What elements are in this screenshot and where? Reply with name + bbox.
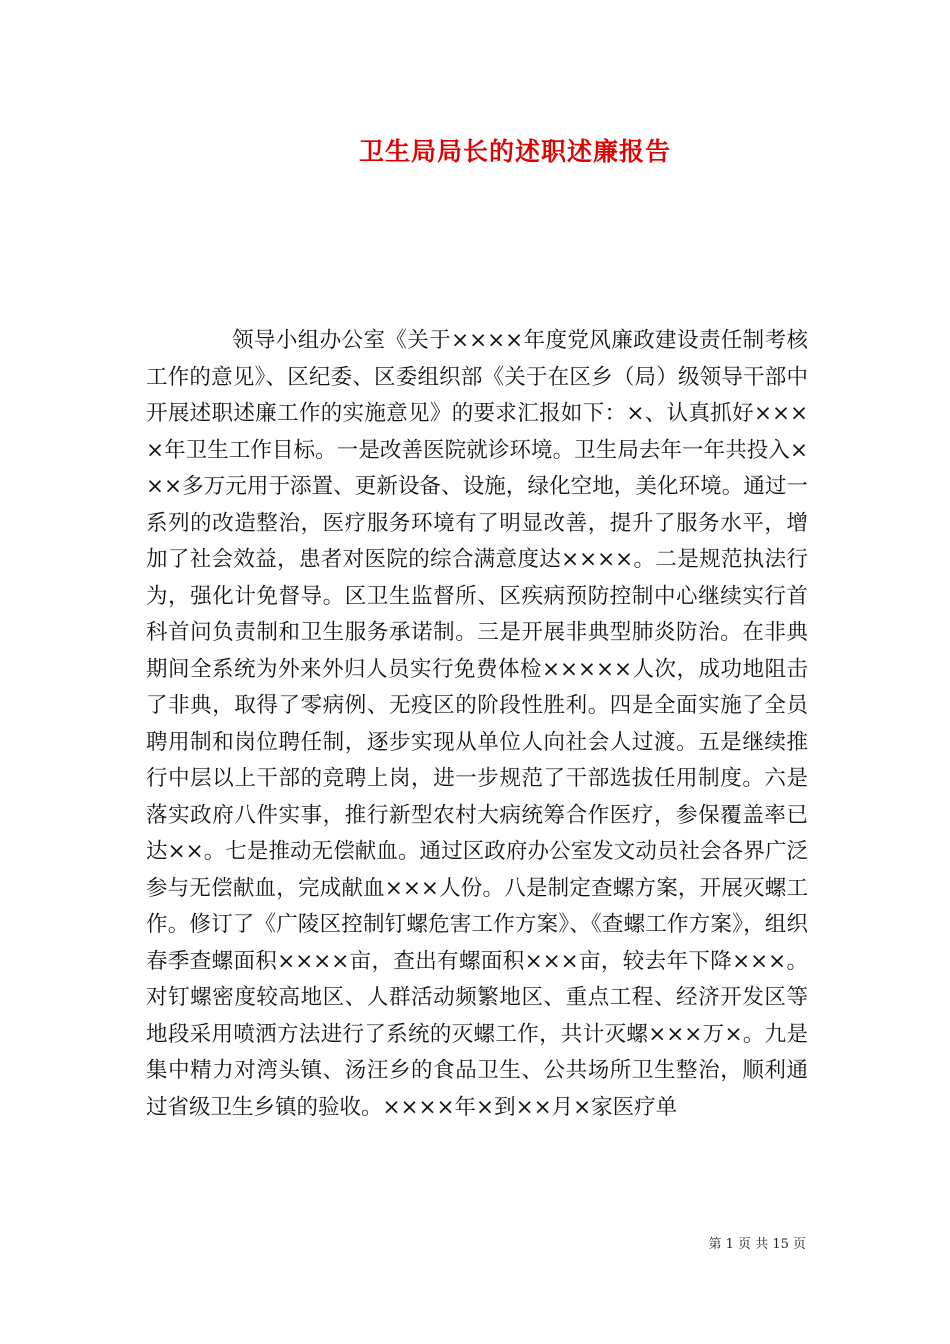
page-footer: 第 1 页 共 15 页 [708,1237,806,1252]
document-title: 卫生局局长的述职述廉报告 [358,137,671,166]
body-paragraph: 领导小组办公室《关于××××年度党风廉政建设责任制考核工作的意见》、区纪委、区委组织部《关于在区乡（局）级领导干部中开展述职述廉工作的实施意见》的要求汇报如下：×、认真抓好××××年卫生工作目标。一是改善医院就诊环境。卫生局去年一年共投入×××多万元用于添置、更新设备、设施，绿化空地，美化环境。通过一系列的改造整治，医疗服务环境有了明显改善，提升了服务水平，增加了社会效益，患者对医院的综合满意度达××××。二是规范执法行为，强化计免督导。区卫生监督所、区疾病预防控制中心继续实行首科首问负责制和卫生服务承诺制。三是开展非典型肺炎防治。在非典期间全系统为外来外归人员实行免费体检×××××人次，成功地阻击了非典，取得了零病例、无疫区的阶段性胜利。四是全面实施了全员聘用制和岗位聘任制，逐步实现从单位人向社会人过渡。五是继续推行中层以上干部的竞聘上岗，进一步规范了干部选拔任用制度。六是落实政府八件实事，推行新型农村大病统筹合作医疗，参保覆盖率已达××。七是推动无偿献血。通过区政府办公室发文动员社会各界广泛参与无偿献血，完成献血×××人份。八是制定查螺方案，开展灭螺工作。修订了《广陵区控制钉螺危害工作方案》、《查螺工作方案》，组织春季查螺面积××××亩，查出有螺面积×××亩，较去年下降×××。对钉螺密度较高地区、人群活动频繁地区、重点工程、经济开发区等地段采用喷洒方法进行了系统的灭螺工作，共计灭螺×××万×。九是集中精力对湾头镇、汤汪乡的食品卫生、公共场所卫生整治，顺利通过省级卫生乡镇的验收。××××年×到××月×家医疗单 [146,328,808,1120]
